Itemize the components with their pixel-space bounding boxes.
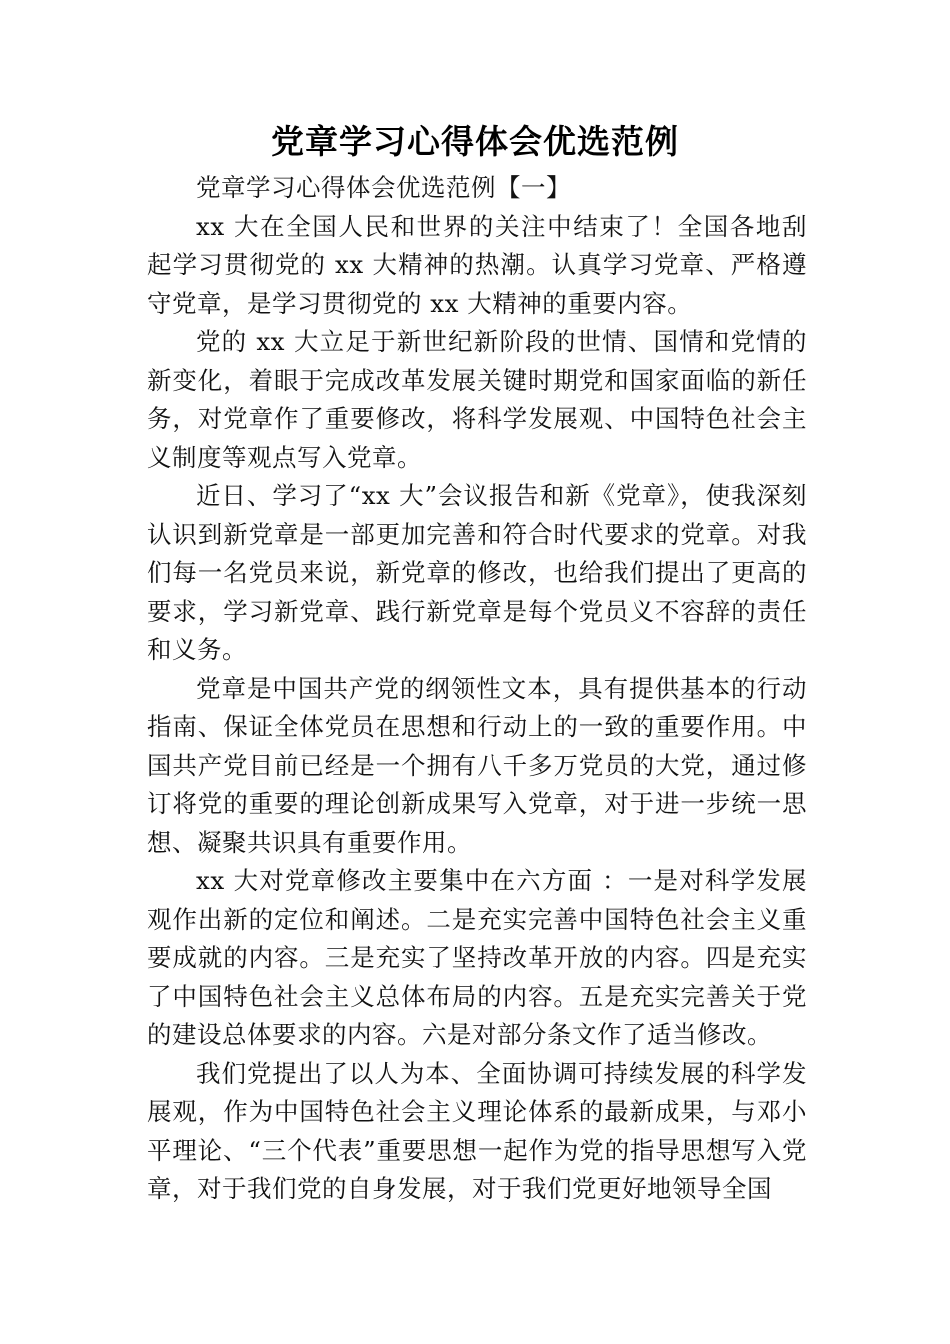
document-title: 党章学习心得体会优选范例 (271, 122, 679, 161)
paragraph: 我们党提出了以人为本、全面协调可持续发展的科学发展观，作为中国特色社会主义理论体系的最新成果，与邓小平理论、“三个代表”重要思想一起作为党的指导思想写入党章，对于我们党的自身发展，对于我们党更好地领导全国 (147, 1058, 807, 1203)
section-heading: 党章学习心得体会优选范例【一】 (196, 173, 571, 202)
paragraph: 近日、学习了“xx 大”会议报告和新《党章》，使我深刻认识到新党章是一部更加完善和符合时代要求的党章。对我们每一名党员来说，新党章的修改，也给我们提出了更高的要求，学习新党章、践行新党章是每个党员义不容辞的责任和义务。 (147, 481, 807, 664)
paragraph: 党章是中国共产党的纲领性文本，具有提供基本的行动指南、保证全体党员在思想和行动上的一致的重要作用。中国共产党目前已经是一个拥有八千多万党员的大党，通过修订将党的重要的理论创新成果写入党章，对于进一步统一思想、凝聚共识具有重要作用。 (147, 673, 807, 857)
paragraph: 党的 xx 大立足于新世纪新阶段的世情、国情和党情的新变化，着眼于完成改革发展关键时期党和国家面临的新任务，对党章作了重要修改，将科学发展观、中国特色社会主义制度等观点写入党章。 (147, 327, 807, 472)
paragraph: xx 大在全国人民和世界的关注中结束了！全国各地刮起学习贯彻党的 xx 大精神的热潮。认真学习党章、严格遵守党章，是学习贯彻党的 xx 大精神的重要内容。 (147, 211, 807, 318)
document-body (147, 169, 807, 1209)
paragraph: xx 大对党章修改主要集中在六方面 ：一是对科学发展观作出新的定位和阐述。二是充实完善中国特色社会主义重要成就的内容。三是充实了坚持改革开放的内容。四是充实了中国特色社会主义总体布局的内容。五是充实完善关于党的建设总体要求的内容。六是对部分条文作了适当修改。 (147, 866, 807, 1049)
